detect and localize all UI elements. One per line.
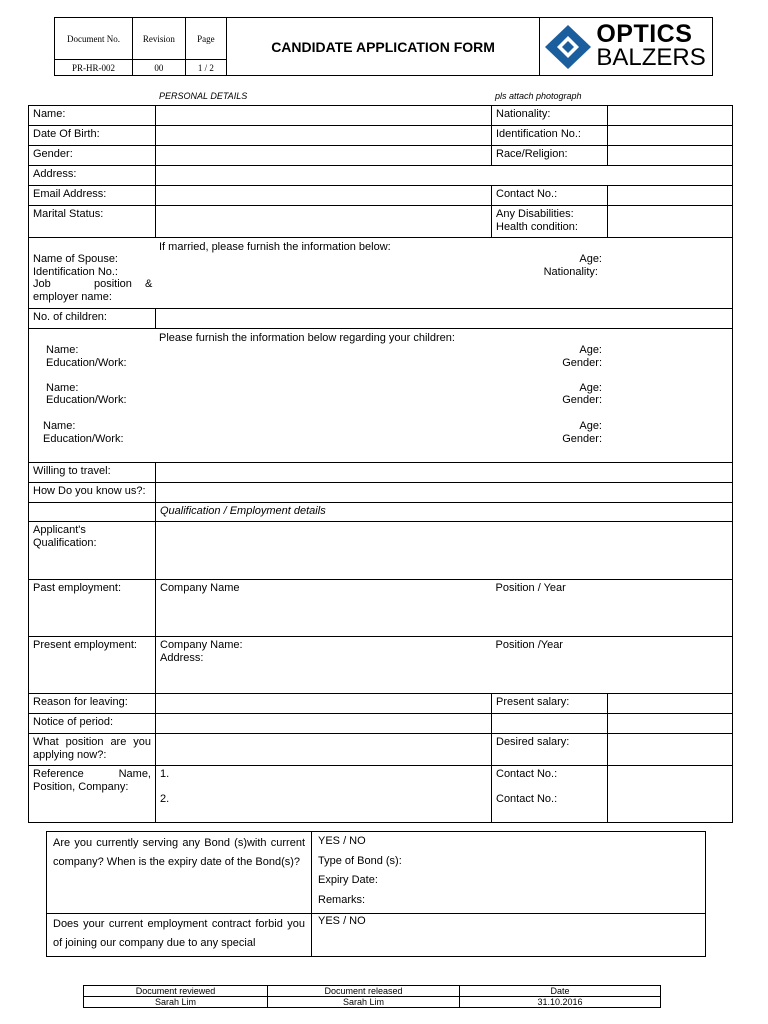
document-header bbox=[54, 17, 713, 76]
race-religion-field[interactable] bbox=[608, 146, 733, 166]
desired-salary-label: Desired salary: bbox=[492, 734, 608, 766]
desired-salary-field[interactable] bbox=[608, 734, 733, 766]
child3-name-label: Name: bbox=[43, 420, 76, 432]
spouse-name-label: Name of Spouse: bbox=[33, 253, 118, 265]
address-field[interactable] bbox=[156, 166, 733, 186]
spouse-job-word2: position bbox=[94, 278, 132, 290]
bond-answer[interactable] bbox=[312, 832, 706, 914]
reason-leaving-field[interactable] bbox=[156, 694, 492, 714]
logo-text-balzers: BALZERS bbox=[596, 44, 706, 71]
reviewed-label: Document reviewed bbox=[84, 986, 268, 997]
applying-text1: What position are you bbox=[33, 736, 151, 748]
child1-name-label: Name: bbox=[46, 344, 79, 356]
children-intro: Please furnish the information below regarding your children: bbox=[159, 332, 455, 344]
present-employment-label: Present employment: bbox=[29, 637, 156, 694]
name-label: Name: bbox=[29, 106, 156, 126]
revision-label: Revision bbox=[132, 18, 185, 60]
reference-1: 1. bbox=[160, 768, 170, 780]
reference-contact-field[interactable] bbox=[608, 766, 733, 823]
bond-table bbox=[46, 831, 706, 957]
race-religion-label: Race/Religion: bbox=[492, 146, 608, 166]
bond-yes-no: YES / NO bbox=[318, 835, 366, 847]
spouse-job-word3: & bbox=[145, 278, 153, 290]
reference-label bbox=[29, 766, 156, 823]
travel-field[interactable] bbox=[156, 463, 733, 483]
gender-label: Gender: bbox=[29, 146, 156, 166]
disabilities-field[interactable] bbox=[608, 206, 733, 238]
form-title: CANDIDATE APPLICATION FORM bbox=[226, 18, 540, 76]
qualification-field[interactable] bbox=[156, 522, 733, 580]
revision-value: 00 bbox=[132, 60, 185, 76]
child3-gender-label: Gender: bbox=[562, 433, 602, 445]
applying-position-label bbox=[29, 734, 156, 766]
id-no-label: Identification No.: bbox=[492, 126, 608, 146]
logo-text-optics: OPTICS bbox=[596, 20, 693, 48]
nationality-field[interactable] bbox=[608, 106, 733, 126]
spouse-job-word1: Job bbox=[33, 278, 51, 290]
present-position-label: Position /Year bbox=[492, 637, 733, 694]
child2-gender-label: Gender: bbox=[562, 394, 602, 406]
date-label: Date bbox=[460, 986, 661, 997]
bond-question: Are you currently serving any Bond (s)with current company? When is the expiry date of the Bond(s)? bbox=[47, 832, 312, 914]
spouse-employer-label: employer name: bbox=[33, 291, 112, 303]
spouse-intro: If married, please furnish the information below: bbox=[159, 241, 391, 253]
children-count-label: No. of children: bbox=[29, 309, 156, 329]
contact-no-field[interactable] bbox=[608, 186, 733, 206]
children-count-field[interactable] bbox=[156, 309, 733, 329]
photo-note: pls attach photograph bbox=[495, 91, 582, 101]
name-field[interactable] bbox=[156, 106, 492, 126]
disabilities-label bbox=[492, 206, 608, 238]
notice-period-field[interactable] bbox=[156, 714, 492, 734]
health-condition-text: Health condition: bbox=[496, 221, 578, 233]
address-label: Address: bbox=[29, 166, 156, 186]
disabilities-text: Any Disabilities: bbox=[496, 208, 574, 220]
doc-no-value: PR-HR-002 bbox=[55, 60, 133, 76]
past-position-label: Position / Year bbox=[492, 580, 733, 637]
reference-2: 2. bbox=[160, 793, 170, 805]
id-no-field[interactable] bbox=[608, 126, 733, 146]
application-form-table bbox=[28, 105, 733, 823]
present-salary-label: Present salary: bbox=[492, 694, 608, 714]
marital-status-field[interactable] bbox=[156, 206, 492, 238]
child1-gender-label: Gender: bbox=[562, 357, 602, 369]
applying-text2: applying now?: bbox=[33, 749, 107, 761]
reason-leaving-label: Reason for leaving: bbox=[29, 694, 156, 714]
spouse-section bbox=[29, 238, 733, 309]
past-employment-label: Past employment: bbox=[29, 580, 156, 637]
spouse-nationality-label: Nationality: bbox=[543, 266, 598, 278]
section-personal-details: PERSONAL DETAILS bbox=[159, 91, 248, 101]
child3-edu-label: Education/Work: bbox=[43, 433, 124, 445]
reference-contact-1: Contact No.: bbox=[496, 768, 558, 780]
know-us-label: How Do you know us?: bbox=[29, 483, 156, 503]
reference-text2: Position, Company: bbox=[33, 781, 129, 793]
released-label: Document released bbox=[268, 986, 460, 997]
child2-name-label: Name: bbox=[46, 382, 79, 394]
company-logo bbox=[540, 18, 713, 76]
dob-label: Date Of Birth: bbox=[29, 126, 156, 146]
gender-field[interactable] bbox=[156, 146, 492, 166]
child2-age-label: Age: bbox=[579, 382, 602, 394]
spouse-age-label: Age: bbox=[579, 253, 602, 265]
notice-period-label: Notice of period: bbox=[29, 714, 156, 734]
dob-field[interactable] bbox=[156, 126, 492, 146]
page-value: 1 / 2 bbox=[185, 60, 226, 76]
child3-age-label: Age: bbox=[579, 420, 602, 432]
child1-age-label: Age: bbox=[579, 344, 602, 356]
page-label: Page bbox=[185, 18, 226, 60]
reviewed-by: Sarah Lim bbox=[84, 997, 268, 1008]
know-us-field[interactable] bbox=[156, 483, 733, 503]
approval-date: 31.10.2016 bbox=[460, 997, 661, 1008]
travel-label: Willing to travel: bbox=[29, 463, 156, 483]
contract-answer[interactable]: YES / NO bbox=[312, 914, 706, 957]
released-by: Sarah Lim bbox=[268, 997, 460, 1008]
logo-diamond-icon bbox=[544, 24, 592, 70]
qualification-text1: Applicant's bbox=[33, 524, 86, 536]
present-company-label bbox=[156, 637, 492, 694]
bond-expiry-label: Expiry Date: bbox=[318, 874, 378, 886]
reference-fields[interactable] bbox=[156, 766, 492, 823]
contact-no-label: Contact No.: bbox=[492, 186, 608, 206]
present-address-text: Address: bbox=[160, 652, 204, 664]
nationality-label: Nationality: bbox=[492, 106, 608, 126]
spouse-id-label: Identification No.: bbox=[33, 266, 118, 278]
qualification-label bbox=[29, 522, 156, 580]
reference-text1: Reference Name, bbox=[33, 768, 151, 780]
section-qualification: Qualification / Employment details bbox=[156, 503, 733, 522]
reference-contact-2: Contact No.: bbox=[496, 793, 558, 805]
applying-position-field[interactable] bbox=[156, 734, 492, 766]
present-company-text: Company Name: bbox=[160, 639, 243, 651]
email-label: Email Address: bbox=[29, 186, 156, 206]
present-salary-field[interactable] bbox=[608, 694, 733, 714]
marital-status-label: Marital Status: bbox=[29, 206, 156, 238]
reference-contact-labels bbox=[492, 766, 608, 823]
qualification-text2: Qualification: bbox=[33, 537, 97, 549]
contract-question: Does your current employment contract forbid you of joining our company due to any special bbox=[47, 914, 312, 957]
doc-no-label: Document No. bbox=[55, 18, 133, 60]
approval-footer bbox=[83, 985, 661, 1008]
children-section bbox=[29, 329, 733, 463]
bond-remarks-label: Remarks: bbox=[318, 893, 366, 906]
email-field[interactable] bbox=[156, 186, 492, 206]
child1-edu-label: Education/Work: bbox=[46, 357, 127, 369]
past-company-label: Company Name bbox=[156, 580, 492, 637]
child2-edu-label: Education/Work: bbox=[46, 394, 127, 406]
bond-type-label: Type of Bond (s): bbox=[318, 854, 402, 867]
